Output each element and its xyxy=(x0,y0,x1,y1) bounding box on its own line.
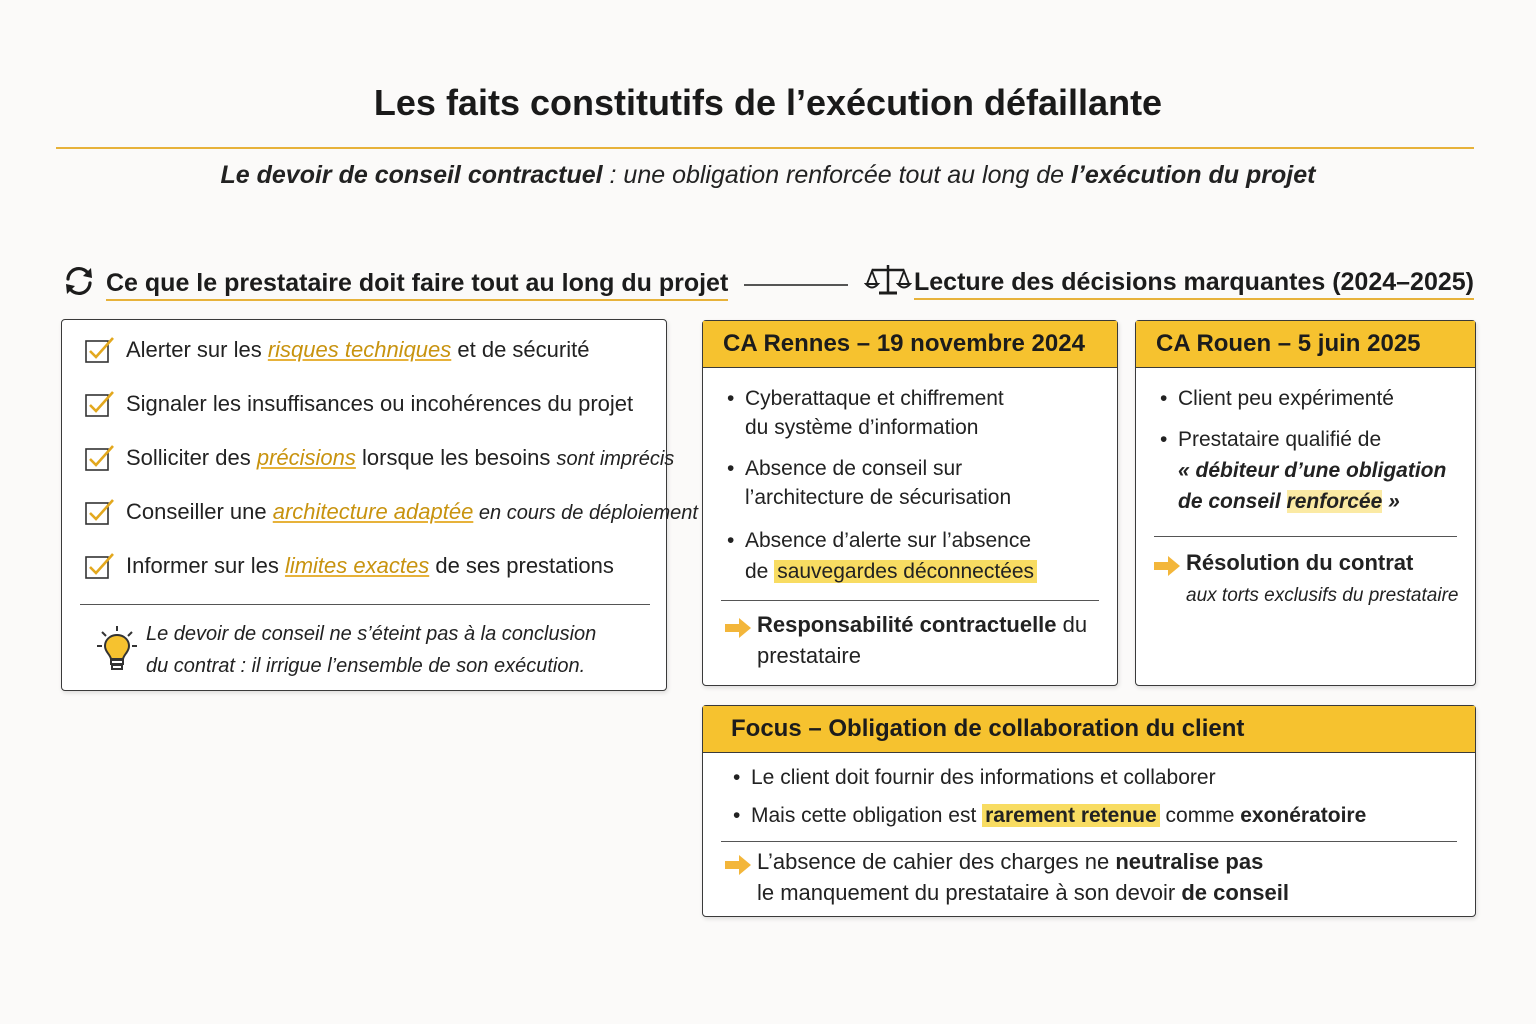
conclusion-text: Résolution du contrat xyxy=(1186,550,1414,575)
conclusion-bold: de conseil xyxy=(1181,880,1289,905)
checkbox-checked-icon xyxy=(84,444,116,472)
highlighted-text: renforcée xyxy=(1286,490,1383,513)
bullet-line: • Prestataire qualifié de xyxy=(1178,428,1382,451)
bullet-line: du système d’information xyxy=(745,416,979,439)
heading-connector-line xyxy=(744,284,848,286)
rouen-card-heading: CA Rouen – 5 juin 2025 xyxy=(1136,321,1475,368)
conclusion-bold: neutralise pas xyxy=(1115,849,1264,874)
refresh-icon xyxy=(62,264,96,298)
checkbox-checked-icon xyxy=(84,336,116,364)
list-item xyxy=(1158,425,1475,516)
rennes-card-heading: CA Rennes – 19 novembre 2024 xyxy=(703,321,1117,368)
duty-text-post: de ses prestations xyxy=(429,553,614,578)
focus-divider xyxy=(721,841,1457,842)
scales-icon xyxy=(864,262,912,296)
bullet-bold: exonératoire xyxy=(1240,804,1367,827)
duty-text-italic: sont imprécis xyxy=(556,448,675,470)
conclusion-text: L’absence de cahier des charges ne xyxy=(757,849,1116,874)
rennes-divider xyxy=(721,600,1099,601)
bullet-text: Mais cette obligation est xyxy=(751,804,983,827)
left-section-heading xyxy=(62,264,728,298)
duty-item xyxy=(84,336,589,364)
duty-text-pre: Alerter sur les xyxy=(126,337,268,362)
duties-note xyxy=(146,618,646,682)
rouen-conclusion xyxy=(1154,547,1475,611)
list-item xyxy=(725,454,1117,512)
conclusion-bold: Responsabilité contractuelle xyxy=(757,612,1057,637)
duty-item xyxy=(84,498,698,526)
subtitle-bold-lead: Le devoir de conseil contractuel xyxy=(220,161,603,189)
focus-bullets xyxy=(731,759,1475,835)
bullet-line: • Absence de conseil sur xyxy=(745,457,963,480)
duty-highlight: architecture adaptée xyxy=(272,499,474,524)
bullet-line: • Absence d’alerte sur l’absence xyxy=(745,529,1032,552)
note-line: du contrat : il irrigue l’ensemble de son exécution. xyxy=(146,655,586,677)
bullet-text: de xyxy=(745,560,775,583)
duty-highlight: limites exactes xyxy=(284,553,430,578)
lightbulb-icon xyxy=(96,624,138,672)
checkbox-checked-icon xyxy=(84,552,116,580)
rouen-divider xyxy=(1154,536,1457,537)
duty-text-pre: Informer sur les xyxy=(126,553,285,578)
duty-text-post: lorsque les besoins xyxy=(355,445,557,470)
focus-card-heading: Focus – Obligation de collaboration du client xyxy=(703,706,1475,753)
bullet-text: de conseil xyxy=(1178,490,1287,513)
bullet-text: comme xyxy=(1159,804,1241,827)
duty-text-pre: Solliciter des xyxy=(126,445,257,470)
right-heading-text: Lecture des décisions marquantes (2024–2025) xyxy=(914,268,1474,300)
duty-text-italic: en cours de déploiement xyxy=(473,502,698,524)
duty-item xyxy=(84,552,614,580)
subtitle-bold-tail: l’exécution du projet xyxy=(1070,161,1316,189)
duty-item xyxy=(84,444,674,472)
bullet-line: « débiteur d’une obligation xyxy=(1178,459,1447,482)
left-heading-text: Ce que le prestataire doit faire tout au long du projet xyxy=(106,269,728,301)
checkbox-checked-icon xyxy=(84,498,116,526)
bullet-text: » xyxy=(1382,490,1400,513)
arrow-right-icon xyxy=(725,618,751,638)
list-item: • Le client doit fournir des informations et collaborer xyxy=(731,759,1475,797)
bullet-line: • Cyberattaque et chiffrement xyxy=(745,387,1004,410)
list-item xyxy=(725,526,1117,586)
focus-conclusion xyxy=(725,846,1475,908)
rennes-bullets xyxy=(725,384,1117,586)
title-divider xyxy=(56,147,1474,149)
list-item xyxy=(731,797,1475,835)
rennes-conclusion xyxy=(725,609,1117,671)
duty-text-pre: Conseiller une xyxy=(126,499,273,524)
right-section-heading xyxy=(864,262,1474,297)
highlighted-text: rarement retenue xyxy=(982,804,1160,827)
arrow-right-icon xyxy=(725,855,751,875)
note-line: Le devoir de conseil ne s’éteint pas à la conclusion xyxy=(146,623,597,645)
checkbox-checked-icon xyxy=(84,390,116,418)
duty-text-post: et de sécurité xyxy=(451,337,590,362)
focus-card xyxy=(702,705,1476,917)
rouen-bullets xyxy=(1158,384,1475,516)
page-subtitle xyxy=(0,161,1536,190)
duties-card xyxy=(61,319,698,691)
duties-divider xyxy=(80,604,650,605)
conclusion-text: le manquement du prestataire à son devoir xyxy=(757,880,1182,905)
duty-highlight: risques techniques xyxy=(267,337,452,362)
conclusion-text: prestataire xyxy=(757,643,861,668)
rouen-decision-card xyxy=(1135,320,1476,686)
duty-text-pre: Signaler les insuffisances ou incohérences du projet xyxy=(126,391,634,416)
subtitle-middle: : une obligation renforcée tout au long de xyxy=(602,161,1071,189)
bullet-line: l’architecture de sécurisation xyxy=(745,486,1012,509)
bullet-line xyxy=(1178,487,1475,516)
duty-highlight: précisions xyxy=(256,445,356,470)
conclusion-text: du xyxy=(1056,612,1088,637)
duty-item xyxy=(84,390,633,418)
list-item xyxy=(725,384,1117,442)
bullet-line xyxy=(745,557,1117,586)
list-item: • Client peu expérimenté xyxy=(1158,384,1475,413)
conclusion-subtext: aux torts exclusifs du prestataire xyxy=(1186,585,1459,606)
rennes-decision-card xyxy=(702,320,1118,686)
arrow-right-icon xyxy=(1154,556,1180,576)
page-title: Les faits constitutifs de l’exécution défaillante xyxy=(373,82,1163,123)
highlighted-text: sauvegardes déconnectées xyxy=(774,560,1037,583)
